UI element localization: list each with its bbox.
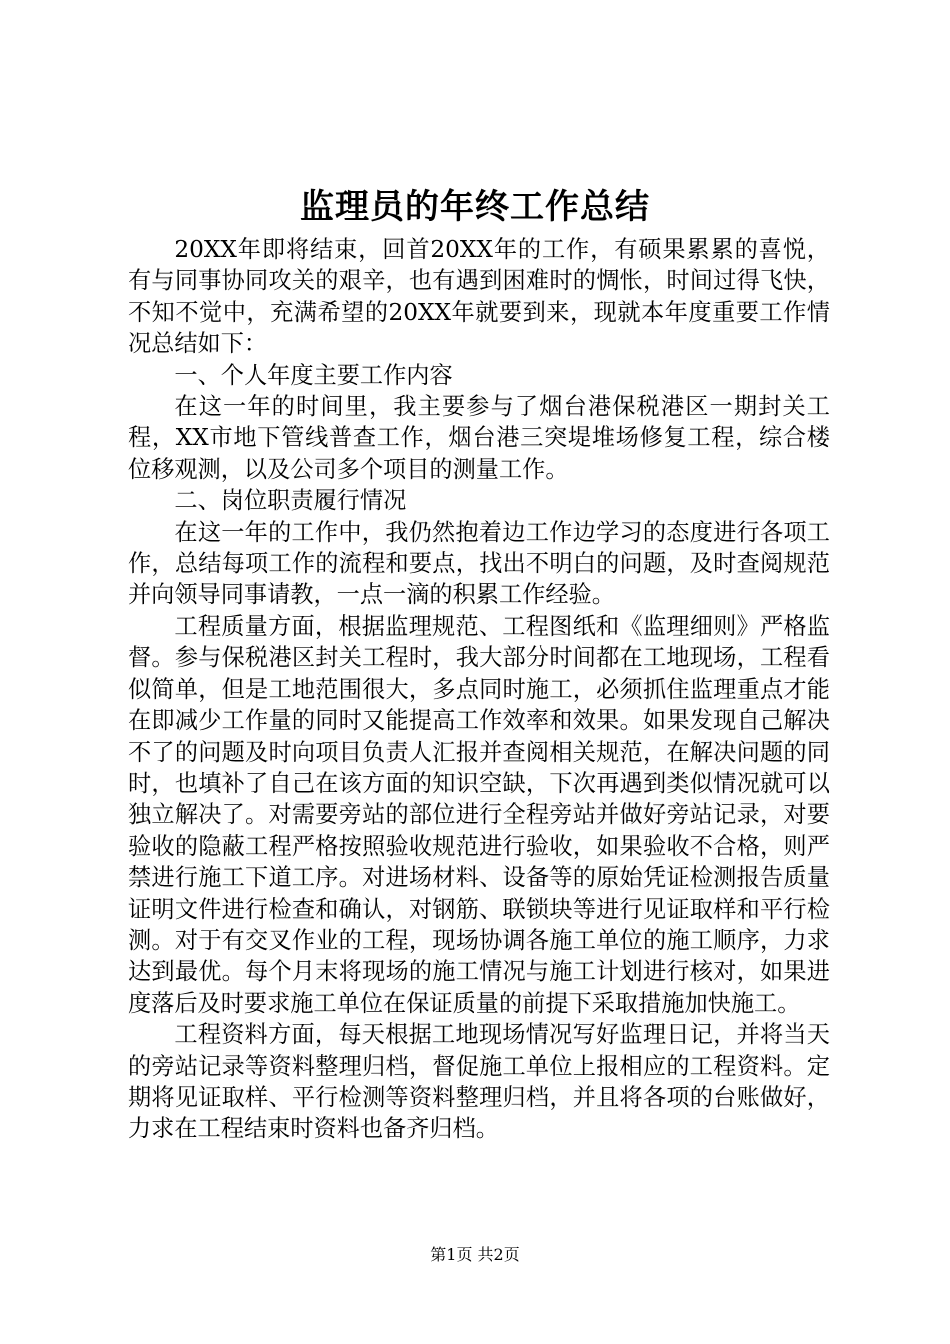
paragraph-documents: 工程资料方面，每天根据工地现场情况写好监理日记，并将当天的旁站记录等资料整理归档，督促施工单位上报相应的工程资料。定期将见证取样、平行检测等资料整理归档，并且将各项的台账做好，力求在工程结束时资料也备齐归档。 — [128, 1021, 830, 1143]
document-body — [128, 234, 830, 1145]
document-title: 监理员的年终工作总结 — [300, 187, 650, 227]
paragraph-duties: 在这一年的工作中，我仍然抱着边工作边学习的态度进行各项工作，总结每项工作的流程和要点，找出不明白的问题，及时查阅规范并向领导同事请教，一点一滴的积累工作经验。 — [128, 518, 830, 609]
section-heading-work-content: 一、个人年度主要工作内容 — [174, 361, 453, 389]
paragraph-intro: 20XX年即将结束，回首20XX年的工作，有硕果累累的喜悦，有与同事协同攻关的艰辛，也有遇到困难时的惆怅，时间过得飞快，不知不觉中，充满希望的20XX年就要到来，现就本年度重要工作情况总结如下： — [128, 236, 830, 358]
paragraph-quality: 工程质量方面，根据监理规范、工程图纸和《监理细则》严格监督。参与保税港区封关工程时，我大部分时间都在工地现场，工程看似简单，但是工地范围很大，多点同时施工，必须抓住监理重点才能在即减少工作量的同时又能提高工作效率和效果。如果发现自己解决不了的问题及时向项目负责人汇报并查阅相关规范，在解决问题的同时，也填补了自己在该方面的知识空缺，下次再遇到类似情况就可以独立解决了。对需要旁站的部位进行全程旁站并做好旁站记录，对要验收的隐蔽工程严格按照验收规范进行验收，如果验收不合格，则严禁进行施工下道工序。对进场材料、设备等的原始凭证检测报告质量证明文件进行检查和确认，对钢筋、联锁块等进行见证取样和平行检测。对于有交叉作业的工程，现场协调各施工单位的施工顺序，力求达到最优。每个月末将现场的施工情况与施工计划进行核对，如果进度落后及时要求施工单位在保证质量的前提下采取措施加快施工。 — [128, 612, 830, 1017]
page-number-footer: 第1页 共2页 — [430, 1245, 520, 1264]
section-heading-duties: 二、岗位职责履行情况 — [174, 487, 407, 515]
paragraph-work-content: 在这一年的时间里，我主要参与了烟台港保税港区一期封关工程，XX市地下管线普查工作，烟台港三突堤堆场修复工程，综合楼位移观测，以及公司多个项目的测量工作。 — [128, 393, 830, 483]
